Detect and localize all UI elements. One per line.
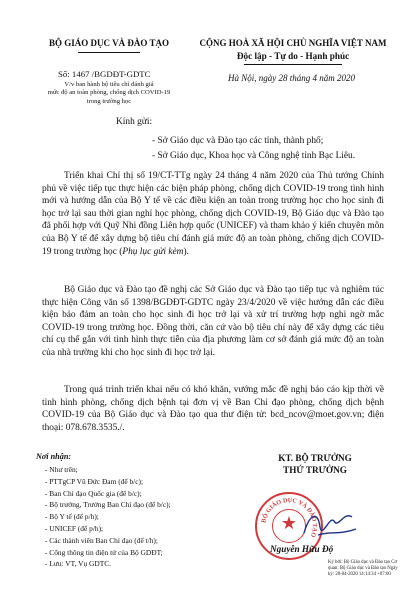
body-paragraph-2: Bộ Giáo dục và Đào tạo đề nghị các Sở Giáo dục và Đào tạo tiếp tục và nghiêm túc thực hiện Công văn số 1398/BGDĐT-GDTC ngày 23/4/2020 về việc hướng dẫn các điều kiện bảo đảm an toàn cho học sinh đi học trở lại và xử trí trường hợp nghi ngờ mắc COVID-19 trong trường học. Đồng thời, căn cứ vào bộ tiêu chí này để xây dựng các tiêu chí cụ thể gắn với tình hình thực tiễn của địa phương làm cơ sở đánh giá mức độ an toàn của nhà trường khi cho học sinh đi học trở lại.: [42, 285, 384, 358]
paragraph-1-text: Triển khai Chỉ thị số 19/CT-TTg ngày 24 tháng 4 năm 2020 của Thủ tướng Chính phủ về việc tiếp tục thực hiện các biện pháp phòng, chống dịch COVID-19 trong tình hình mới và hướng dẫn của Bộ Y tế về các điều kiện an toàn trong trường học cho học sinh đi học trở lại sau thời gian nghỉ học phòng, chống dịch COVID-19, Bộ Giáo dục và Đào tạo đã phối hợp với Quỹ Nhi đồng Liên hợp quốc (UNICEF) và tham khảo ý kiến chuyên môn của Bộ Y tế để xây dựng bộ tiêu chí đánh giá mức độ an toàn phòng, chống dịch COVID-19 trong trường học (: [42, 171, 384, 257]
nation-title: CỘNG HOÀ XÃ HỘI CHỦ NGHĨA VIỆT NAM: [199, 38, 387, 48]
ministry-underline: [78, 52, 140, 53]
seal-text: BỘ GIÁO DỤC VÀ ĐÀO TẠO: [260, 496, 319, 539]
ministry-name: BỘ GIÁO DỤC VÀ ĐÀO TẠO: [49, 38, 169, 48]
recipient-line-1: - Sở Giáo dục và Đào tạo các tỉnh, thành phố;: [152, 136, 324, 146]
signer-name: Nguyễn Hữu Độ: [270, 544, 334, 554]
recipient-line-2: - Sở Giáo dục, Khoa học và Công nghệ tỉnh Bạc Liêu.: [152, 151, 356, 161]
subject-line-1: V/v ban hành bộ tiêu chí đánh giá: [64, 81, 154, 88]
cc-list: [45, 464, 171, 570]
paragraph-1-end: ).: [183, 246, 189, 257]
body-paragraph-1: [42, 170, 384, 258]
cc-item: - Ban Chỉ đạo Quốc gia (để b/c);: [45, 488, 142, 498]
subject-block: [34, 81, 184, 106]
handwritten-signature-icon: [300, 505, 360, 543]
cc-item: - Bộ Y tế (để p/h);: [45, 512, 99, 522]
cc-item: - Các thành viên Ban Chỉ đạo (để t/h);: [45, 535, 158, 545]
signer-role-1: KT. BỘ TRƯỞNG: [278, 453, 352, 463]
motto-underline: [244, 64, 342, 65]
cc-item: - UNICEF (để p/h);: [45, 523, 104, 533]
cc-item: - Như trên;: [45, 465, 78, 474]
cc-item: - Bộ trưởng, Trưởng Ban Chỉ đạo (để b/c);: [45, 500, 171, 510]
body-paragraph-3: Trong quá trình triển khai nếu có khó khăn, vướng mắc đề nghị báo cáo kịp thời về tình hình phòng, chống dịch bệnh tại đơn vị về Ban Chỉ đạo phòng, chống dịch bệnh COVID-19 của Bộ Giáo dục và Đào tạo qua thư điện tử: bcd_ncov@moet.gov.vn; điện thoại: 078.678.3535./.: [42, 385, 384, 433]
national-motto: Độc lập - Tự do - Hạnh phúc: [236, 51, 350, 61]
subject-line-3: trong trường học: [86, 97, 132, 105]
signer-role-2: THỨ TRƯỞNG: [283, 465, 347, 475]
cc-item: - Lưu: VT, Vụ GDTC.: [45, 559, 112, 569]
recipients-label: Kính gửi:: [116, 117, 153, 127]
seal-star-icon: ★: [280, 513, 298, 533]
cc-item: - PTTgCP Vũ Đức Đam (để b/c);: [45, 476, 144, 486]
cc-label: Nơi nhận:: [36, 452, 72, 461]
digital-signature-note: Ký bởi: Bộ Giáo dục và Đào tạo Cơ quan: Bộ Giáo dục và Đào tạo Ngày ký: 28-04-2020 14:14:34 +07:00: [328, 560, 398, 577]
document-number: Số: 1467 /BGDĐT-GDTC: [58, 69, 151, 79]
appendix-reference: Phụ lục gửi kèm: [122, 246, 184, 257]
subject-line-2: mức độ an toàn phòng, chống dịch COVID-19: [47, 89, 171, 97]
place-date: Hà Nội, ngày 28 tháng 4 năm 2020: [228, 73, 355, 83]
cc-item: - Cổng thông tin điện tử của Bộ GDĐT;: [45, 547, 163, 557]
